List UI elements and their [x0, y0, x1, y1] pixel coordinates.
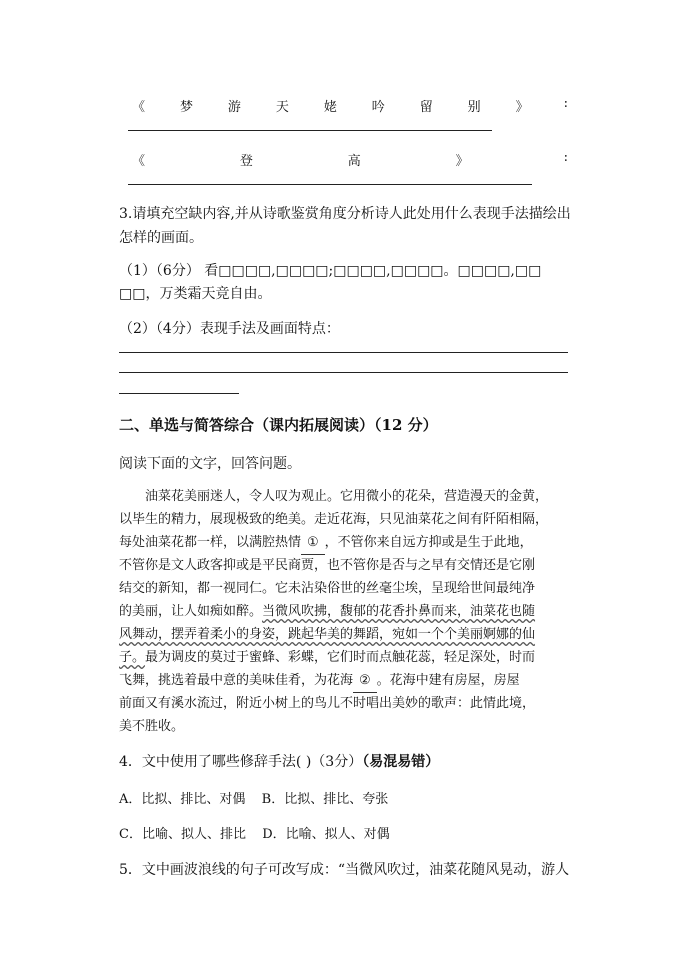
title-char: :	[563, 150, 568, 165]
wavy-underlined-sentence: 当微风吹拂，馥郁的花香扑鼻而来，油菜花也随	[262, 604, 536, 619]
passage-text: 最为调皮的莫过于蜜蜂、彩蝶，它们时而点触花蕊，轻足深处，时而	[145, 650, 536, 665]
poem-title-row-1	[132, 96, 568, 115]
passage-line	[119, 669, 579, 692]
wavy-underlined-sentence: 风舞动，摆弄着柔小的身姿，跳起华美的舞蹈，宛如一个个美丽婀娜的仙	[119, 627, 536, 642]
title-char: 姥	[323, 100, 337, 115]
blank-1: ①	[301, 531, 325, 555]
question-4-options-row-2	[119, 823, 390, 842]
question-3-1-line-2: □□，万类霜天竞自由。	[119, 286, 272, 302]
reading-passage	[119, 485, 579, 738]
question-5: 5．文中画波浪线的句子可改写成：“当微风吹过，油菜花随风晃动，游人	[119, 862, 570, 878]
title-char: :	[563, 96, 568, 111]
blank-2: ②	[353, 669, 377, 693]
question-4-options-row-1	[119, 788, 388, 807]
passage-line	[119, 646, 579, 669]
passage-line	[119, 715, 579, 738]
passage-text: 不管你是文人政客抑或是平民商贾，也不管你是否与之早有交情还是它刚	[119, 558, 536, 573]
title-char: 》	[515, 100, 529, 115]
title-char: 登	[239, 154, 253, 169]
title-char: 《	[132, 154, 146, 169]
passage-text: 结交的新知，都一视同仁。它未沾染俗世的丝毫尘埃，呈现给世间最纯净	[119, 581, 536, 596]
passage-line	[119, 692, 579, 715]
passage-text: 飞舞，挑选着最中意的美味佳肴，为花海	[119, 673, 354, 688]
passage-line	[119, 485, 579, 508]
wavy-underlined-sentence: 子。	[119, 650, 146, 665]
option-a[interactable]: A．比拟、排比、对偶	[119, 792, 246, 807]
question-4-tag: （易混易错）	[362, 754, 440, 770]
passage-text: ，不管你来自远方抑或是生于此地，	[324, 535, 533, 550]
passage-line	[119, 554, 579, 577]
passage-text: 油菜花美丽迷人，令人叹为观止。它用微小的花朵，营造漫天的金黄，	[145, 489, 549, 504]
question-3-line-1: 3.请填充空缺内容,并从诗歌鉴赏角度分析诗人此处用什么表现手法描绘出	[119, 206, 571, 222]
passage-line	[119, 508, 579, 531]
title-char: 留	[419, 100, 433, 115]
reading-instruction: 阅读下面的文字，回答问题。	[119, 456, 301, 472]
title-char: 高	[347, 154, 361, 169]
passage-text: 的美丽，让人如痴如醉。	[119, 604, 263, 619]
answer-line	[119, 372, 568, 373]
passage-text: 每处油菜花都一样，以满腔热情	[119, 535, 302, 550]
question-3-line-2: 怎样的画面。	[119, 230, 203, 246]
title-char: 游	[227, 100, 241, 115]
question-3-1-line-1: （1）（6分） 看□□□□,□□□□;□□□□,□□□□。□□□□,□□	[119, 263, 542, 279]
option-c[interactable]: C．比喻、拟人、排比	[119, 827, 246, 842]
poem-title-row-2	[132, 150, 568, 169]
title-char: 梦	[179, 100, 193, 115]
answer-line	[128, 184, 532, 185]
passage-text: 美不胜收。	[119, 719, 185, 734]
option-d[interactable]: D．比喻、拟人、对偶	[262, 827, 390, 842]
passage-line	[119, 600, 579, 623]
title-char: 吟	[371, 100, 385, 115]
passage-text: 。花海中建有房屋，房屋	[376, 673, 520, 688]
passage-line	[119, 577, 579, 600]
question-4-text: 4．文中使用了哪些修辞手法( )（3分）	[119, 754, 363, 770]
title-char: 》	[455, 154, 469, 169]
passage-line	[119, 531, 579, 554]
answer-line	[119, 352, 568, 353]
title-char: 别	[467, 100, 481, 115]
section-heading: 二、单选与简答综合（课内拓展阅读）（12 分）	[119, 416, 438, 434]
answer-line	[128, 130, 492, 131]
option-b[interactable]: B．比拟、排比、夸张	[261, 792, 389, 807]
passage-text: 以毕生的精力，展现极致的绝美。走近花海，只见油菜花之间有阡陌相隔，	[119, 512, 549, 527]
question-4	[119, 751, 439, 771]
answer-line	[119, 393, 239, 394]
title-char: 《	[132, 100, 146, 115]
question-3-2-label: （2）（4分）表现手法及画面特点：	[119, 321, 340, 337]
passage-text: 前面又有溪水流过，附近小树上的鸟儿不时唱出美妙的歌声：此情此境，	[119, 696, 536, 711]
title-char: 天	[275, 100, 289, 115]
passage-line	[119, 623, 579, 646]
